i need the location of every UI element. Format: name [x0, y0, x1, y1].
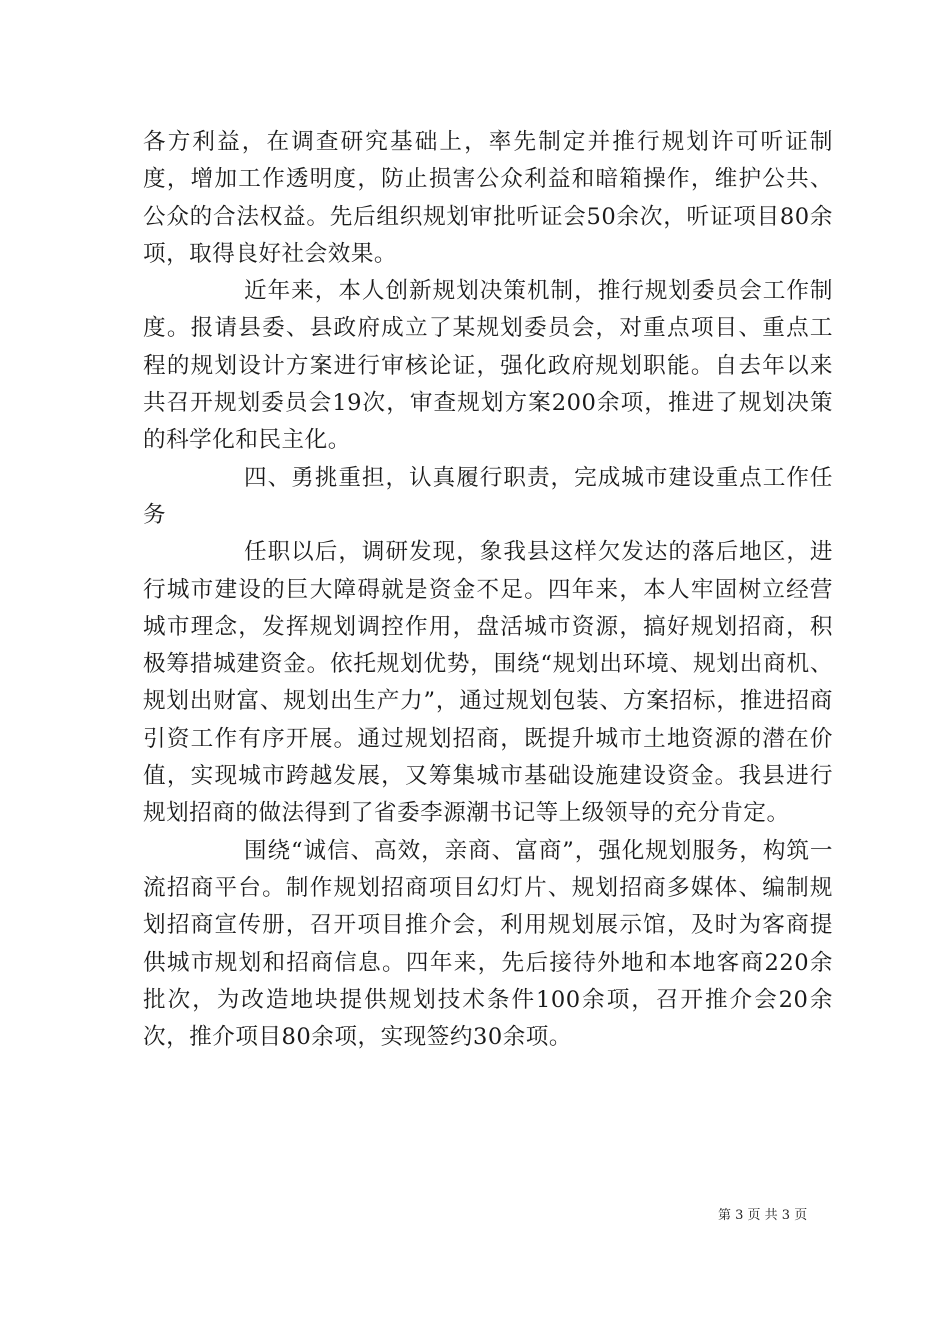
page-number-footer: 第 3 页 共 3 页 — [718, 1208, 808, 1223]
paragraph-investment-planning: 任职以后，调研发现，象我县这样欠发达的落后地区，进行城市建设的巨大障碍就是资金不足。四年来，本人牢固树立经营城市理念，发挥规划调控作用，盘活城市资源，搞好规划招商，积极筹措城建资金。依托规划优势，围绕“规划出环境、规划出商机、规划出财富、规划出生产力”，通过规划包装、方案招标，推进招商引资工作有序开展。通过规划招商，既提升城市土地资源的潜在价值，实现城市跨越发展，又筹集城市基础设施建设资金。我县进行规划招商的做法得到了省委李源潮书记等上级领导的充分肯定。 — [143, 539, 833, 827]
paragraph-hearing-system: 各方利益，在调查研究基础上，率先制定并推行规划许可听证制度，增加工作透明度，防止损害公众利益和暗箱操作，维护公共、公众的合法权益。先后组织规划审批听证会50余次，听证项目80余项，取得良好社会效果。 — [143, 129, 833, 267]
document-body — [143, 124, 833, 1056]
section-heading-four: 四、勇挑重担，认真履行职责，完成城市建设重点工作任务 — [143, 464, 833, 528]
paragraph-service-platform: 围绕“诚信、高效，亲商、富商”，强化规划服务，构筑一流招商平台。制作规划招商项目幻灯片、规划招商多媒体、编制规划招商宣传册，召开项目推介会，利用规划展示馆，及时为客商提供城市规划和招商信息。四年来，先后接待外地和本地客商220余批次，为改造地块提供规划技术条件100余项，召开推介会20余次，推介项目80余项，实现签约30余项。 — [143, 837, 833, 1051]
paragraph-planning-committee: 近年来，本人创新规划决策机制，推行规划委员会工作制度。报请县委、县政府成立了某规划委员会，对重点项目、重点工程的规划设计方案进行审核论证，强化政府规划职能。自去年以来共召开规划委员会19次，审查规划方案200余项，推进了规划决策的科学化和民主化。 — [143, 278, 833, 454]
